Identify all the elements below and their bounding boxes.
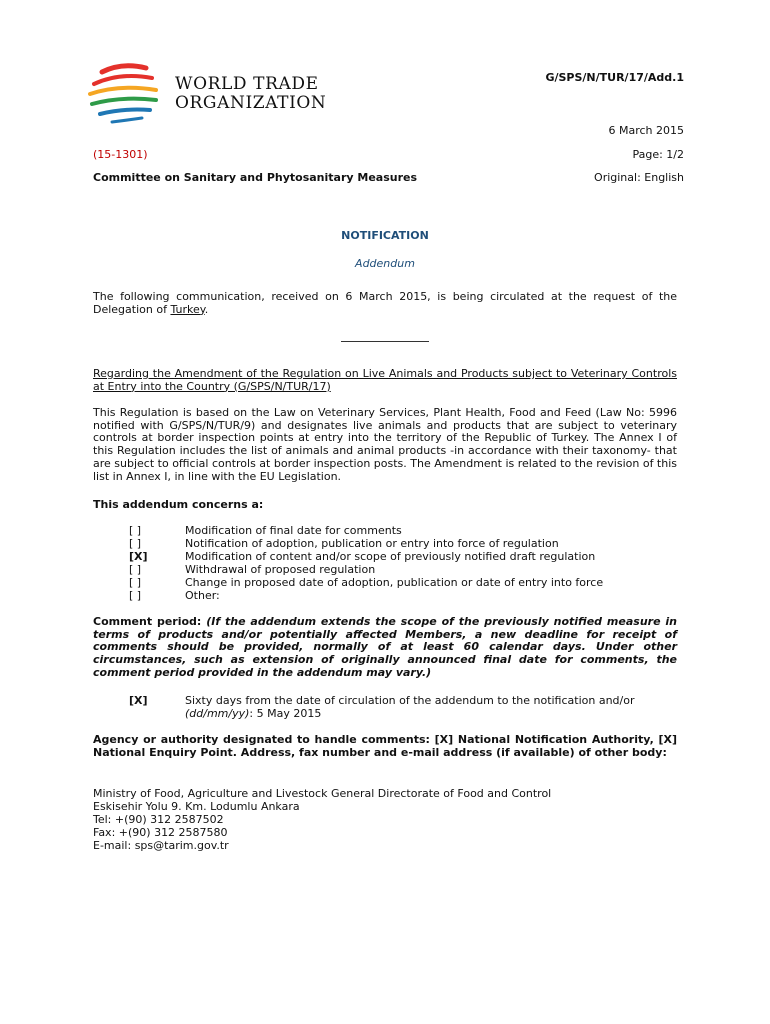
- checkbox: [ ]: [129, 589, 142, 602]
- intro-country: Turkey: [170, 302, 205, 316]
- concern-item: [129, 525, 402, 538]
- concern-item: [129, 538, 559, 551]
- checkbox: [ ]: [129, 576, 142, 589]
- concern-label: Other:: [185, 589, 220, 602]
- contact-address: Eskisehir Yolu 9. Km. Lodumlu Ankara: [93, 800, 300, 813]
- intro-text: The following communication, received on 6 March 2015, is being circulated at the request of the Delegation of: [93, 290, 677, 316]
- agency-heading: Agency or authority designated to handle comments: [X] National Notification Authority, [X] National Enquiry Point. Address, fax number and e-mail address (if available) of other body:: [93, 733, 677, 759]
- contact-email: E-mail: sps@tarim.gov.tr: [93, 839, 229, 852]
- concern-item: [129, 564, 375, 577]
- subject-line: Regarding the Amendment of the Regulation on Live Animals and Products subject to Veterinary Controls at Entry into the Country (G/SPS/N/TUR/17): [93, 367, 677, 393]
- checkbox: [ ]: [129, 537, 142, 550]
- org-name-line1: WORLD TRADE: [175, 74, 319, 94]
- comment-period-label: Comment period:: [93, 615, 207, 628]
- concern-label: Notification of adoption, publication or entry into force of regulation: [185, 537, 559, 550]
- contact-tel: Tel: +(90) 312 2587502: [93, 813, 224, 826]
- document-symbol: G/SPS/N/TUR/17/Add.1: [545, 71, 684, 84]
- checkbox: [ ]: [129, 524, 142, 537]
- intro-period: .: [204, 302, 209, 316]
- comment-period-text: (If the addendum extends the scope of the previously notified measure in terms of products and/or potentially affected Members, a new deadline for receipt of comments should be provided, normally of at least 60 calendar days. Under other circumstances, such as extension of originally announced final date for comments, the comment period provided in the addendum may vary.): [93, 615, 678, 679]
- comment-option-date-line: [129, 708, 321, 721]
- comment-option-text: Sixty days from the date of circulation of the addendum to the notification and/or: [185, 694, 635, 707]
- document-date: 6 March 2015: [608, 124, 684, 137]
- divider: [341, 341, 429, 342]
- contact-fax: Fax: +(90) 312 2587580: [93, 826, 228, 839]
- checkbox-checked: [X]: [129, 550, 148, 563]
- concern-label: Modification of final date for comments: [185, 524, 402, 537]
- org-name-line2: ORGANIZATION: [175, 93, 327, 113]
- checkbox: [ ]: [129, 563, 142, 576]
- date-format: (dd/mm/yy): [185, 707, 250, 720]
- intro-paragraph: [93, 291, 677, 316]
- original-language: Original: English: [594, 171, 684, 184]
- concern-item: [129, 590, 220, 603]
- concerns-heading: This addendum concerns a:: [93, 498, 264, 511]
- regulation-body: This Regulation is based on the Law on Veterinary Services, Plant Health, Food and Feed (Law No: 5996 notified with G/SPS/N/TUR/9) and designates live animals and products that are subject to veterinary controls at border inspection points at entry into the territory of the Republic of Turkey. The Annex I of this Regulation includes the list of animals and animal products -in accordance with their taxonomy- that are subject to official controls at border inspection posts. The Amendment is related to the revision of this list in Annex I, in line with the EU Legislation.: [93, 406, 678, 483]
- concern-label: Modification of content and/or scope of previously notified draft regulation: [185, 550, 596, 563]
- committee-name: Committee on Sanitary and Phytosanitary Measures: [93, 171, 418, 184]
- notification-heading: NOTIFICATION: [341, 229, 429, 242]
- comment-deadline: : 5 May 2015: [249, 707, 322, 720]
- checkbox-checked: [X]: [129, 694, 148, 707]
- comment-period: [93, 616, 677, 680]
- wto-logo-icon: [84, 58, 164, 128]
- concern-label: Change in proposed date of adoption, publication or date of entry into force: [185, 576, 604, 589]
- concern-item: [129, 577, 603, 590]
- reference-number: (15-1301): [93, 148, 148, 161]
- page-indicator: Page: 1/2: [632, 148, 684, 161]
- addendum-subheading: Addendum: [355, 257, 415, 270]
- concern-item: [129, 551, 595, 564]
- contact-ministry: Ministry of Food, Agriculture and Livestock General Directorate of Food and Control: [93, 787, 552, 800]
- concern-label: Withdrawal of proposed regulation: [185, 563, 376, 576]
- comment-option: [129, 695, 635, 708]
